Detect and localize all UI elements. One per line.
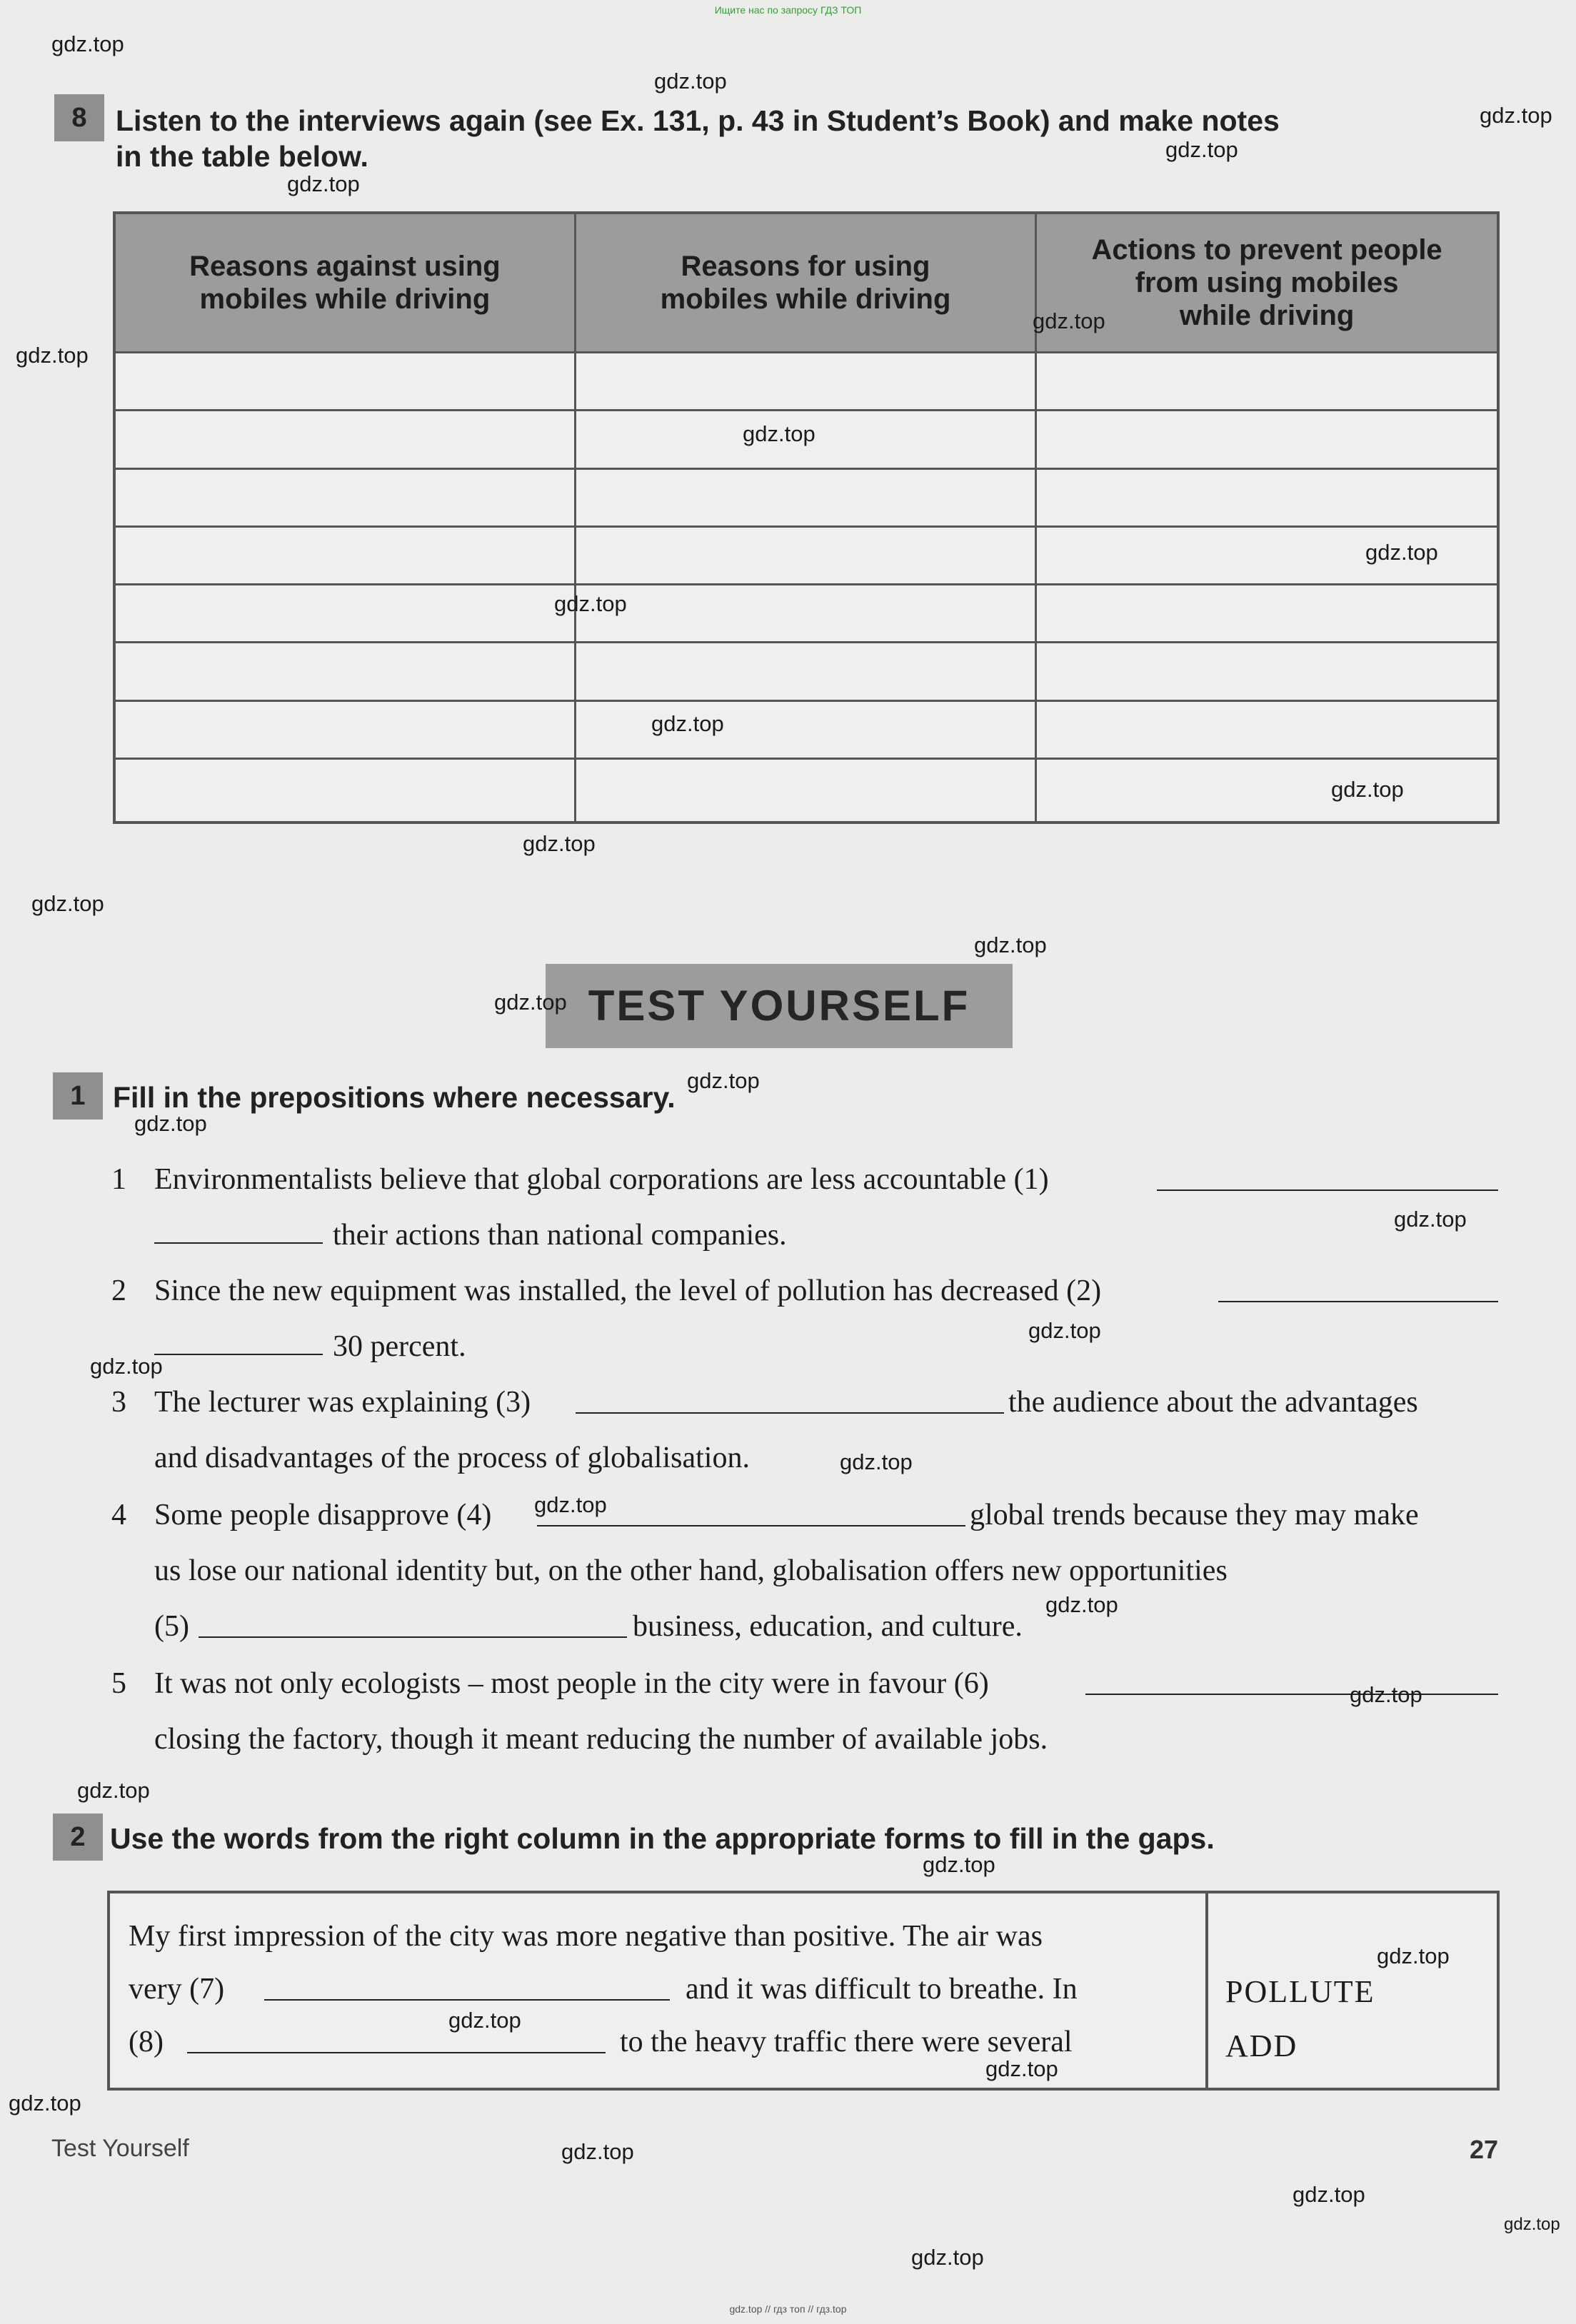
answer-gap-3[interactable] xyxy=(576,1388,1004,1414)
watermark: gdz.top xyxy=(654,69,727,94)
item-number: 5 xyxy=(111,1667,126,1700)
notes-cell[interactable] xyxy=(1036,585,1498,643)
notes-cell[interactable] xyxy=(1036,411,1498,468)
watermark: gdz.top xyxy=(561,2139,634,2164)
watermark: gdz.top xyxy=(1365,540,1438,565)
notes-table xyxy=(113,211,1500,824)
notes-table-header xyxy=(114,213,1498,353)
column-header-actions xyxy=(1036,213,1498,353)
answer-gap-7[interactable] xyxy=(264,1975,670,2001)
notes-row xyxy=(114,700,1498,758)
item-4-line3a: (5) xyxy=(154,1610,189,1643)
exercise-2-line2b: and it was difficult to breathe. In xyxy=(686,1973,1078,2006)
column-header-line: Actions to prevent people xyxy=(1091,234,1442,266)
watermark: gdz.top xyxy=(77,1778,150,1803)
exercise-2-line3b: to the heavy traffic there were several xyxy=(620,2026,1073,2058)
watermark: gdz.top xyxy=(923,1852,995,1877)
notes-cell[interactable] xyxy=(575,468,1035,526)
item-3-line2: and disadvantages of the process of globalisation. xyxy=(154,1442,750,1474)
notes-cell[interactable] xyxy=(575,353,1035,411)
exercise-8-instruction-line1: Listen to the interviews again (see Ex. 131, p. 43 in Student’s Book) and make notes xyxy=(116,104,1280,137)
item-number: 2 xyxy=(111,1274,126,1307)
answer-gap-1[interactable] xyxy=(1157,1165,1498,1191)
watermark: gdz.top xyxy=(1504,2215,1560,2234)
notes-cell[interactable] xyxy=(575,643,1035,700)
item-number: 1 xyxy=(111,1163,126,1196)
item-4-line1a: Some people disapprove (4) xyxy=(154,1499,492,1531)
footer-section: Test Yourself xyxy=(51,2135,189,2162)
notes-row xyxy=(114,353,1498,411)
notes-row xyxy=(114,758,1498,823)
item-1-line1: Environmentalists believe that global corporations are less accountable (1) xyxy=(154,1163,1049,1196)
watermark: gdz.top xyxy=(448,2008,521,2033)
watermark: gdz.top xyxy=(1480,103,1552,128)
item-5-line1: It was not only ecologists – most people in the city were in favour (6) xyxy=(154,1667,989,1700)
exercise-1-instruction: Fill in the prepositions where necessary. xyxy=(113,1081,676,1114)
answer-gap-5[interactable] xyxy=(199,1612,627,1638)
watermark: gdz.top xyxy=(534,1492,607,1517)
watermark: gdz.top xyxy=(985,2056,1058,2081)
watermark: gdz.top xyxy=(1165,137,1238,162)
item-4-line2: us lose our national identity but, on the other hand, globalisation offers new opportunities xyxy=(154,1554,1228,1587)
notes-cell[interactable] xyxy=(575,700,1035,758)
top-banner: Ищите нас по запросу ГДЗ ТОП xyxy=(714,4,862,16)
notes-cell[interactable] xyxy=(114,526,575,584)
notes-cell[interactable] xyxy=(1036,758,1498,823)
item-3-line1a: The lecturer was explaining (3) xyxy=(154,1386,531,1419)
answer-gap-8[interactable] xyxy=(187,2028,606,2053)
item-3-line1b: the audience about the advantages xyxy=(1008,1386,1418,1419)
notes-cell[interactable] xyxy=(1036,643,1498,700)
answer-gap-6[interactable] xyxy=(1085,1669,1498,1695)
notes-cell[interactable] xyxy=(575,585,1035,643)
notes-cell[interactable] xyxy=(114,643,575,700)
watermark: gdz.top xyxy=(974,932,1047,957)
notes-cell[interactable] xyxy=(575,526,1035,584)
answer-gap-2-continued[interactable] xyxy=(154,1329,323,1355)
watermark: gdz.top xyxy=(911,2245,984,2270)
column-header-line: while driving xyxy=(1179,300,1355,331)
exercise-2-column-divider xyxy=(1205,1891,1208,2091)
exercise-2-instruction: Use the words from the right column in the appropriate forms to fill in the gaps. xyxy=(110,1822,1215,1855)
page-number: 27 xyxy=(1470,2135,1499,2164)
exercise-2-number: 2 xyxy=(53,1814,103,1861)
exercise-2-line3a: (8) xyxy=(129,2026,164,2058)
watermark: gdz.top xyxy=(1394,1207,1467,1232)
exercise-8-instruction-line2: in the table below. xyxy=(116,140,368,173)
column-header-for xyxy=(575,213,1035,353)
column-header-line: Reasons for using xyxy=(681,251,930,282)
column-header-line: mobiles while driving xyxy=(199,283,491,315)
item-1-line2: their actions than national companies. xyxy=(333,1219,787,1252)
watermark: gdz.top xyxy=(1028,1318,1101,1343)
notes-cell[interactable] xyxy=(1036,468,1498,526)
exercise-1-number: 1 xyxy=(53,1072,103,1120)
word-pollute: POLLUTE xyxy=(1225,1974,1375,2009)
column-header-against xyxy=(114,213,575,353)
notes-row xyxy=(114,468,1498,526)
item-2-line2: 30 percent. xyxy=(333,1330,466,1363)
watermark: gdz.top xyxy=(651,711,724,736)
watermark: gdz.top xyxy=(743,421,815,446)
watermark: gdz.top xyxy=(687,1068,760,1093)
section-title: TEST YOURSELF xyxy=(546,964,1013,1048)
notes-cell[interactable] xyxy=(114,468,575,526)
item-4-line1b: global trends because they may make xyxy=(970,1499,1419,1531)
watermark: gdz.top xyxy=(16,343,89,368)
notes-cell[interactable] xyxy=(114,585,575,643)
bottom-banner: gdz.top // гдз топ // гдз.top xyxy=(729,2303,847,2315)
watermark: gdz.top xyxy=(1350,1682,1422,1707)
watermark: gdz.top xyxy=(523,831,596,856)
notes-cell[interactable] xyxy=(114,700,575,758)
notes-cell[interactable] xyxy=(1036,700,1498,758)
notes-cell[interactable] xyxy=(114,411,575,468)
item-4-line3b: business, education, and culture. xyxy=(633,1610,1023,1643)
watermark: gdz.top xyxy=(1045,1592,1118,1617)
watermark: gdz.top xyxy=(287,171,360,196)
watermark: gdz.top xyxy=(1377,1943,1450,1968)
notes-row xyxy=(114,585,1498,643)
notes-cell[interactable] xyxy=(114,758,575,823)
watermark: gdz.top xyxy=(1293,2182,1365,2207)
watermark: gdz.top xyxy=(554,591,627,616)
item-5-line2: closing the factory, though it meant reducing the number of available jobs. xyxy=(154,1723,1048,1756)
item-2-line1: Since the new equipment was installed, the level of pollution has decreased (2) xyxy=(154,1274,1102,1307)
watermark: gdz.top xyxy=(31,891,104,916)
answer-gap-1-continued[interactable] xyxy=(154,1218,323,1244)
column-header-line: from using mobiles xyxy=(1135,267,1399,298)
exercise-8-number: 8 xyxy=(54,94,104,141)
watermark: gdz.top xyxy=(90,1354,163,1379)
notes-row xyxy=(114,643,1498,700)
watermark: gdz.top xyxy=(1331,777,1404,802)
notes-cell[interactable] xyxy=(575,758,1035,823)
watermark: gdz.top xyxy=(1033,308,1105,333)
word-add: ADD xyxy=(1225,2028,1298,2063)
notes-cell[interactable] xyxy=(114,353,575,411)
watermark: gdz.top xyxy=(840,1449,913,1474)
item-number: 3 xyxy=(111,1386,126,1419)
item-number: 4 xyxy=(111,1499,126,1531)
watermark: gdz.top xyxy=(51,31,124,56)
watermark: gdz.top xyxy=(134,1111,207,1136)
notes-row xyxy=(114,526,1498,584)
exercise-2-line2a: very (7) xyxy=(129,1973,225,2006)
answer-gap-2[interactable] xyxy=(1218,1277,1498,1302)
exercise-2-line1: My first impression of the city was more negative than positive. The air was xyxy=(129,1920,1043,1953)
column-header-line: mobiles while driving xyxy=(660,283,951,315)
column-header-line: Reasons against using xyxy=(189,251,501,282)
notes-cell[interactable] xyxy=(1036,353,1498,411)
watermark: gdz.top xyxy=(9,2091,81,2116)
watermark: gdz.top xyxy=(494,990,567,1015)
